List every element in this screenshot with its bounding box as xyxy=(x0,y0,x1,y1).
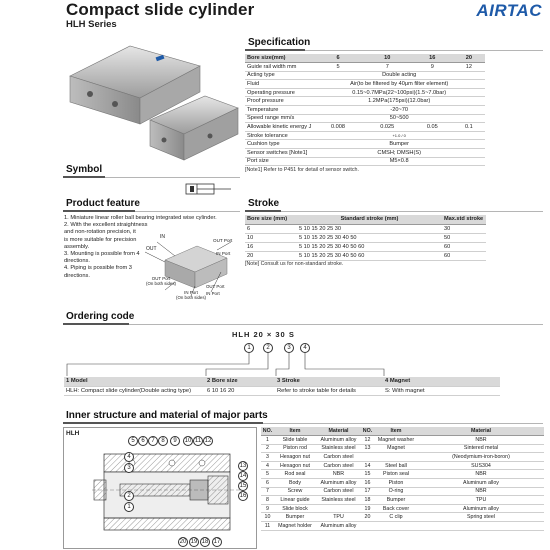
callout-20: 20 xyxy=(179,539,187,545)
materials-cell: 12 xyxy=(361,436,374,445)
callout-5: 5 xyxy=(128,436,138,446)
stroke-heading: Stroke xyxy=(248,198,280,209)
feature-item: directions. xyxy=(64,258,90,265)
section-rule xyxy=(63,210,135,212)
section-rule xyxy=(63,422,263,424)
materials-cell: O-ring xyxy=(374,487,418,496)
feature-item: 4. Piping is possible from 3 xyxy=(64,265,132,272)
spec-header-cell: 20 xyxy=(453,54,485,63)
callout-9: 9 xyxy=(170,436,180,446)
materials-cell: 9 xyxy=(261,504,274,513)
materials-cell: Carbon steel xyxy=(316,461,361,470)
materials-cell: Aluminum alloy xyxy=(316,436,361,445)
callout-15: 15 xyxy=(239,483,247,489)
feature-label-text: IN Port xyxy=(184,290,198,295)
stroke-cell: 30 xyxy=(442,224,486,233)
callout-13: 13 xyxy=(239,463,247,469)
materials-cell: Spring steel xyxy=(418,513,544,522)
materials-cell: Hexagon nut xyxy=(274,461,316,470)
spec-label: Proof pressure xyxy=(245,97,313,106)
materials-row xyxy=(261,487,544,496)
stroke-cell: 50 xyxy=(442,233,486,242)
callout-16: 16 xyxy=(239,493,247,499)
spec-value: +1.0 / 0 xyxy=(313,131,485,140)
structure-label: HLH xyxy=(66,430,80,437)
materials-cell: Piston seal xyxy=(374,470,418,479)
materials-cell: Back cover xyxy=(374,504,418,513)
spec-label: Stroke tolerance xyxy=(245,131,313,140)
spec-row xyxy=(245,149,485,158)
materials-cell: 11 xyxy=(261,522,274,531)
materials-cell: Rod seal xyxy=(274,470,316,479)
feature-item: 3. Mounting is possible from 4 xyxy=(64,251,140,258)
materials-cell xyxy=(361,522,374,531)
materials-cell: Magnet washer xyxy=(374,436,418,445)
materials-cell: 2 xyxy=(261,444,274,453)
stroke-row xyxy=(245,233,486,242)
spec-row xyxy=(245,123,485,132)
product-photo xyxy=(60,36,240,164)
materials-cell xyxy=(374,522,418,531)
materials-cell xyxy=(374,453,418,462)
feature-label-out-port-b: OUT Port xyxy=(206,284,225,289)
materials-cell xyxy=(316,504,361,513)
feature-label-out-port: OUT Port xyxy=(213,238,233,243)
materials-cell: 13 xyxy=(361,444,374,453)
materials-cell: 8 xyxy=(261,496,274,505)
stroke-row xyxy=(245,242,486,251)
materials-header-cell: Item xyxy=(374,427,418,436)
feature-label-out-port-both xyxy=(146,276,176,286)
series-label: HLH Series xyxy=(66,19,117,30)
spec-row xyxy=(245,63,485,72)
callout-6: 6 xyxy=(138,436,148,446)
spec-value: 0.15~0.7MPa(22~100psi)(1.5~7.0bar) xyxy=(313,88,485,97)
materials-cell: TPU xyxy=(316,513,361,522)
materials-cell: 4 xyxy=(261,461,274,470)
cross-section-drawing xyxy=(92,450,242,536)
feature-item: 1. Miniature linear roller ball bearing integrated wise cylinder. xyxy=(64,215,217,221)
spec-row xyxy=(245,106,485,115)
callout-1: 1 xyxy=(124,502,134,512)
ordering-circle-2: 2 xyxy=(263,343,273,353)
materials-cell: Aluminum alloy xyxy=(418,504,544,513)
spec-value: 0.05 xyxy=(412,123,453,132)
materials-cell: Magnet xyxy=(374,444,418,453)
stroke-table xyxy=(245,215,486,261)
ordering-header-cell: 2 Bore size xyxy=(205,377,275,386)
spec-value: 9 xyxy=(412,63,453,72)
spec-value: 5 xyxy=(313,63,362,72)
ordering-header-row xyxy=(64,377,500,386)
materials-cell xyxy=(418,522,544,531)
materials-cell: Bumper xyxy=(374,496,418,505)
spec-value: 50~500 xyxy=(313,114,485,123)
spec-label: Sensor switches [Note1] xyxy=(245,149,313,158)
materials-cell: Aluminum alloy xyxy=(316,522,361,531)
spec-value: Bumper xyxy=(313,140,485,149)
materials-cell: 15 xyxy=(361,470,374,479)
feature-item: 2. With the excellent straightness xyxy=(64,222,148,229)
materials-header-cell: NO. xyxy=(262,428,273,435)
materials-row xyxy=(261,522,544,531)
callout-19: 19 xyxy=(190,539,198,545)
feature-item: and non-rotation precision, it xyxy=(64,229,136,236)
cylinder-symbol xyxy=(185,181,235,197)
spec-value: CMSH; DMSH(S) xyxy=(313,149,485,158)
spec-value: 0.008 xyxy=(313,123,362,132)
materials-cell: 7 xyxy=(261,487,274,496)
callout-8: 8 xyxy=(158,436,168,446)
spec-value: M5×0.8 xyxy=(313,157,485,166)
stroke-cell: 20 xyxy=(245,251,297,260)
ordering-header-cell: 3 Stroke xyxy=(275,377,383,386)
spec-label: Guide rail width mm xyxy=(245,63,313,72)
materials-cell: Carbon steel xyxy=(316,453,361,462)
feature-label-in: IN xyxy=(160,234,165,240)
materials-table xyxy=(261,427,544,531)
materials-cell: Stainless steel xyxy=(316,496,361,505)
spec-row xyxy=(245,88,485,97)
spec-label: Speed range mm/s xyxy=(245,114,313,123)
spec-label: Acting type xyxy=(245,71,313,80)
callout-10: 10 xyxy=(184,438,192,444)
stroke-note: [Note] Consult us for non-standard stroke. xyxy=(245,261,344,267)
materials-cell: Steel ball xyxy=(374,461,418,470)
section-rule xyxy=(63,176,105,178)
ordering-cell: Refer to stroke table for details xyxy=(275,386,383,395)
materials-header-cell: Material xyxy=(316,427,361,436)
materials-cell: Aluminum alloy xyxy=(316,479,361,488)
spec-header-cell: 6 xyxy=(313,54,362,63)
spec-row xyxy=(245,140,485,149)
stroke-header-row xyxy=(245,215,486,224)
stroke-cell: 60 xyxy=(442,251,486,260)
spec-label: Temperature xyxy=(245,106,313,115)
materials-header-cell: Material xyxy=(418,427,544,436)
ordering-cell: 6 10 16 20 xyxy=(205,386,275,395)
materials-cell: Slide table xyxy=(274,436,316,445)
feature-label-text: OUT Port xyxy=(151,276,171,281)
spec-label: Allowable kinetic energy J xyxy=(247,124,312,131)
spec-row xyxy=(245,131,485,140)
materials-row xyxy=(261,444,544,453)
materials-cell: 18 xyxy=(361,496,374,505)
materials-cell: Magnet holder xyxy=(274,522,316,531)
feature-label-in-port-both xyxy=(176,290,206,300)
materials-cell: SUS304 xyxy=(418,461,544,470)
callout-2: 2 xyxy=(124,491,134,501)
materials-cell: 16 xyxy=(361,479,374,488)
feature-item: assembly. xyxy=(64,243,90,250)
materials-cell: 17 xyxy=(361,487,374,496)
spec-row xyxy=(245,97,485,106)
ordering-leader-lines xyxy=(64,352,544,378)
spec-label: Operating pressure xyxy=(245,88,313,97)
callout-11: 11 xyxy=(194,438,202,444)
materials-row xyxy=(261,479,544,488)
stroke-header-cell: Max.std stroke xyxy=(442,215,486,224)
stroke-cell: 5 10 15 20 25 30 40 50 60 xyxy=(297,251,442,260)
materials-cell: 5 xyxy=(261,470,274,479)
materials-header-row xyxy=(261,427,544,436)
materials-row xyxy=(261,470,544,479)
materials-cell: Piston xyxy=(374,479,418,488)
stroke-cell: 5 10 15 20 25 30 xyxy=(297,224,442,233)
spec-label: Port size xyxy=(245,157,313,166)
spec-header-cell: 16 xyxy=(412,54,453,63)
section-rule xyxy=(245,210,281,212)
stroke-cell: 10 xyxy=(245,233,297,242)
ordering-cell: S: With magnet xyxy=(383,386,500,395)
materials-cell: Piston rod xyxy=(274,444,316,453)
section-rule xyxy=(63,323,129,325)
feature-label-text: (On both sides) xyxy=(146,281,177,286)
materials-row xyxy=(261,513,544,522)
stroke-cell: 60 xyxy=(442,242,486,251)
symbol-heading: Symbol xyxy=(66,164,103,175)
stroke-row xyxy=(245,251,486,260)
specification-heading: Specification xyxy=(248,37,311,48)
materials-header-cell: NO. xyxy=(362,428,373,435)
materials-cell: 6 xyxy=(261,479,274,488)
ordering-header-cell: 4 Magnet xyxy=(383,377,500,386)
section-divider xyxy=(105,177,240,178)
specification-table xyxy=(245,54,485,166)
callout-17: 17 xyxy=(213,539,221,545)
materials-cell: Carbon steel xyxy=(316,487,361,496)
materials-cell: TPU xyxy=(418,496,544,505)
materials-cell: Sintered metal xyxy=(418,444,544,453)
brand-logo: AIRTAC xyxy=(476,1,542,20)
feature-item: is more suitable for precision xyxy=(64,236,137,243)
materials-cell: 3 xyxy=(261,453,274,462)
materials-cell: C clip xyxy=(374,513,418,522)
ordering-code-heading: Ordering code xyxy=(66,311,135,322)
spec-value: 0.1 xyxy=(453,123,485,132)
ordering-cell: HLH: Compact slide cylinder(Double acting type) xyxy=(64,386,205,395)
spec-value: 7 xyxy=(363,63,412,72)
materials-cell xyxy=(361,453,374,462)
materials-row xyxy=(261,461,544,470)
spec-value: 12 xyxy=(453,63,485,72)
inner-structure-heading: Inner structure and material of major parts xyxy=(66,410,268,421)
spec-value: -20~70 xyxy=(313,106,485,115)
materials-cell: Bumper xyxy=(274,513,316,522)
materials-row xyxy=(261,436,544,445)
spec-row xyxy=(245,114,485,123)
materials-cell: Aluminum alloy xyxy=(418,479,544,488)
callout-7: 7 xyxy=(148,436,158,446)
materials-cell: 19 xyxy=(361,504,374,513)
ordering-header-cell: 1 Model xyxy=(64,377,205,386)
materials-cell: 14 xyxy=(361,461,374,470)
materials-row xyxy=(261,496,544,505)
ordering-row xyxy=(64,386,500,395)
spec-header-cell: Bore size(mm) xyxy=(245,54,313,63)
materials-cell: NBR xyxy=(418,470,544,479)
materials-cell: 20 xyxy=(361,513,374,522)
spec-row xyxy=(245,157,485,166)
spec-row xyxy=(245,80,485,89)
section-divider xyxy=(135,211,240,212)
section-rule xyxy=(245,49,305,51)
materials-cell: (Neodymium-iron-boron) xyxy=(418,453,544,462)
stroke-cell: 6 xyxy=(245,224,297,233)
materials-cell: Slide block xyxy=(274,504,316,513)
callout-12: 12 xyxy=(204,438,212,444)
materials-cell: Body xyxy=(274,479,316,488)
spec-header-row xyxy=(245,54,485,63)
callout-14: 14 xyxy=(239,473,247,479)
spec-note: [Note1] Refer to P451 for detail of sensor switch. xyxy=(245,167,359,173)
materials-row xyxy=(261,453,544,462)
section-divider xyxy=(129,324,543,325)
product-feature-heading: Product feature xyxy=(66,198,140,209)
spec-value: Air(to be filtered by 40μm filter element) xyxy=(313,80,485,89)
callout-3: 3 xyxy=(124,463,134,473)
materials-header-cell: Item xyxy=(274,427,316,436)
materials-cell: Hexagon nut xyxy=(274,453,316,462)
stroke-header-cell: Bore size (mm) xyxy=(245,215,297,224)
stroke-header-cell: Standard stroke (mm) xyxy=(297,215,442,224)
section-divider xyxy=(263,423,543,424)
stroke-cell: 5 10 15 20 25 30 40 50 xyxy=(297,233,442,242)
materials-cell: NBR xyxy=(418,436,544,445)
spec-label: Cushion type xyxy=(245,140,313,149)
page-title: Compact slide cylinder xyxy=(66,0,255,19)
stroke-cell: 5 10 15 20 25 30 40 50 60 xyxy=(297,242,442,251)
spec-value: 0.025 xyxy=(363,123,412,132)
section-divider xyxy=(305,50,543,51)
materials-cell: 1 xyxy=(261,436,274,445)
ordering-circle-1: 1 xyxy=(244,343,254,353)
stroke-row xyxy=(245,224,486,233)
materials-row xyxy=(261,504,544,513)
ordering-code-example: HLH 20 × 30 S xyxy=(232,330,295,339)
feature-label-in-port-b: IN Port xyxy=(206,291,220,296)
spec-row xyxy=(245,71,485,80)
spec-value: 1.2MPa(175psi)(12.0bar) xyxy=(313,97,485,106)
materials-cell: Stainless steel xyxy=(316,444,361,453)
materials-cell: 10 xyxy=(261,513,274,522)
ordering-circle-4: 4 xyxy=(300,343,310,353)
spec-label: Fluid xyxy=(245,80,313,89)
spec-value: Double acting xyxy=(313,71,485,80)
callout-18: 18 xyxy=(201,539,209,545)
stroke-cell: 16 xyxy=(245,242,297,251)
spec-header-cell: 10 xyxy=(363,54,412,63)
materials-cell: Linear guide xyxy=(274,496,316,505)
materials-cell: NBR xyxy=(316,470,361,479)
ordering-table xyxy=(64,377,500,396)
feature-label-in-port: IN Port xyxy=(216,251,231,256)
materials-cell: NBR xyxy=(418,487,544,496)
ordering-circle-3: 3 xyxy=(284,343,294,353)
feature-label-text: (On both sides) xyxy=(176,295,207,300)
feature-label-out: OUT xyxy=(146,246,157,252)
feature-item: directions. xyxy=(64,272,90,279)
materials-cell: Screw xyxy=(274,487,316,496)
section-divider xyxy=(281,211,543,212)
callout-4: 4 xyxy=(124,452,134,462)
